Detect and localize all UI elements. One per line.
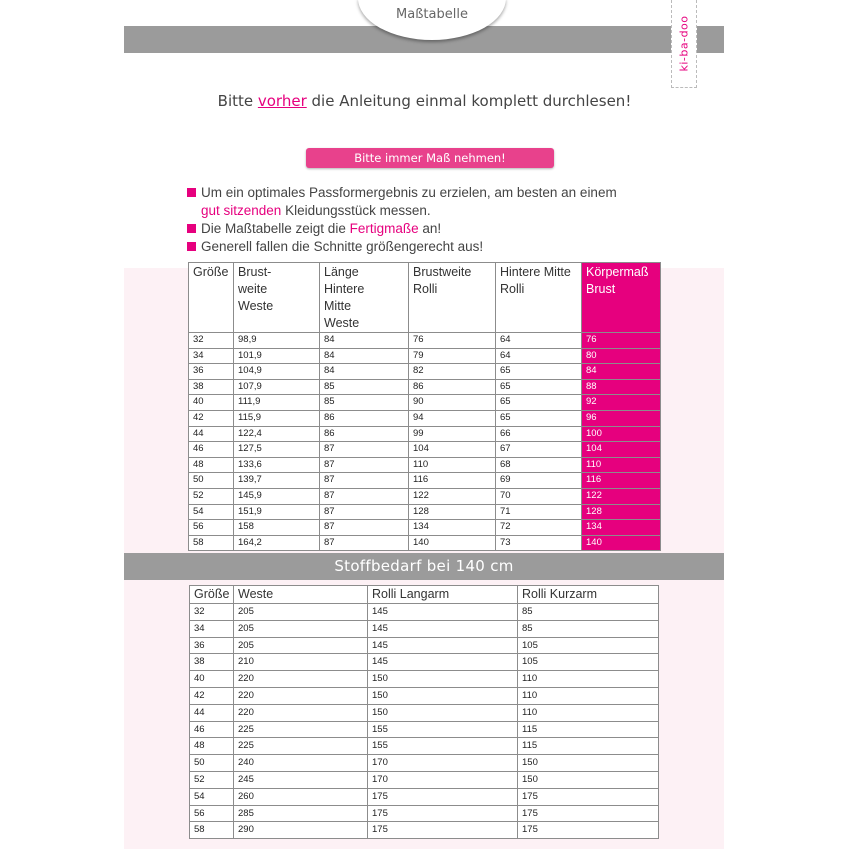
table-cell: 107,9 [234, 379, 320, 395]
table-cell: 175 [518, 788, 659, 805]
table-cell: 88 [582, 379, 661, 395]
table-cell: 84 [320, 364, 409, 380]
column-header: Hintere Mitte Rolli [496, 263, 582, 333]
table-cell: 155 [368, 721, 518, 738]
table-cell: 36 [189, 364, 234, 380]
table-cell: 205 [234, 637, 368, 654]
table-cell: 116 [582, 473, 661, 489]
column-header: Brust- weite Weste [234, 263, 320, 333]
table-cell: 220 [234, 671, 368, 688]
intro-before: Bitte [217, 92, 258, 110]
table-cell: 54 [190, 788, 234, 805]
table-cell: 65 [496, 395, 582, 411]
table-cell: 122,4 [234, 426, 320, 442]
table-row [189, 504, 661, 520]
table-cell: 145 [368, 620, 518, 637]
table-row [189, 473, 661, 489]
table-cell: 175 [518, 822, 659, 839]
table-cell: 87 [320, 488, 409, 504]
table-cell: 175 [368, 805, 518, 822]
table-cell: 84 [582, 364, 661, 380]
fabric-table [189, 585, 659, 839]
table-cell: 54 [189, 504, 234, 520]
table-cell: 85 [320, 395, 409, 411]
bullet-square-icon [187, 224, 196, 233]
table-cell: 48 [189, 457, 234, 473]
table-cell: 164,2 [234, 535, 320, 551]
table-cell: 285 [234, 805, 368, 822]
table-row [190, 671, 659, 688]
bullet-item [187, 238, 627, 256]
fabric-requirement-title: Stoffbedarf bei 140 cm [124, 553, 724, 580]
table-cell: 85 [518, 620, 659, 637]
bullet-text: an! [418, 221, 442, 236]
table-cell: 65 [496, 364, 582, 380]
column-header: Rolli Langarm [368, 586, 518, 604]
bullet-list [187, 184, 627, 256]
table-row [190, 805, 659, 822]
table-cell: 127,5 [234, 442, 320, 458]
table-cell: 110 [582, 457, 661, 473]
brand-logo [671, 0, 697, 88]
table-cell: 40 [189, 395, 234, 411]
bullet-highlight: gut sitzenden [201, 203, 282, 218]
table-cell: 84 [320, 348, 409, 364]
table-cell: 110 [409, 457, 496, 473]
table-cell: 151,9 [234, 504, 320, 520]
table-cell: 87 [320, 520, 409, 536]
column-header: Größe [189, 263, 234, 333]
table-cell: 150 [368, 671, 518, 688]
intro-after: die Anleitung einmal komplett durchlesen! [306, 92, 632, 110]
table-cell: 38 [190, 654, 234, 671]
table-cell: 87 [320, 473, 409, 489]
table-cell: 85 [518, 604, 659, 621]
table-cell: 36 [190, 637, 234, 654]
table-row [189, 379, 661, 395]
table-cell: 105 [518, 654, 659, 671]
table-row [190, 687, 659, 704]
bullet-text: Um ein optimales Passformergebnis zu erzielen, am besten an einem [201, 185, 617, 200]
table-cell: 32 [189, 333, 234, 349]
table-cell: 140 [582, 535, 661, 551]
table-cell: 122 [409, 488, 496, 504]
table-row [189, 410, 661, 426]
table-cell: 170 [368, 771, 518, 788]
table-cell: 50 [190, 755, 234, 772]
table-cell: 34 [189, 348, 234, 364]
table-cell: 44 [189, 426, 234, 442]
table-cell: 122 [582, 488, 661, 504]
table-cell: 52 [189, 488, 234, 504]
table-cell: 82 [409, 364, 496, 380]
table-cell: 175 [518, 805, 659, 822]
table-row [190, 771, 659, 788]
table-cell: 87 [320, 535, 409, 551]
column-header: Länge Hintere Mitte Weste [320, 263, 409, 333]
table-cell: 52 [190, 771, 234, 788]
table-row [190, 654, 659, 671]
table-cell: 65 [496, 379, 582, 395]
column-header: Rolli Kurzarm [518, 586, 659, 604]
table-cell: 110 [518, 704, 659, 721]
table-cell: 64 [496, 348, 582, 364]
table-cell: 34 [190, 620, 234, 637]
table-cell: 79 [409, 348, 496, 364]
table-cell: 139,7 [234, 473, 320, 489]
table-cell: 101,9 [234, 348, 320, 364]
table-cell: 175 [368, 788, 518, 805]
table-cell: 111,9 [234, 395, 320, 411]
table-row [190, 620, 659, 637]
table-cell: 245 [234, 771, 368, 788]
table-cell: 175 [368, 822, 518, 839]
table-cell: 140 [409, 535, 496, 551]
table-cell: 133,6 [234, 457, 320, 473]
table-cell: 100 [582, 426, 661, 442]
table-cell: 87 [320, 504, 409, 520]
table-cell: 99 [409, 426, 496, 442]
page-title: Maßtabelle [396, 7, 468, 22]
table-cell: 115 [518, 738, 659, 755]
table-cell: 65 [496, 410, 582, 426]
table-cell: 70 [496, 488, 582, 504]
table-cell: 66 [496, 426, 582, 442]
table-cell: 150 [518, 755, 659, 772]
fabric-table-header [190, 586, 659, 604]
table-cell: 104 [409, 442, 496, 458]
table-cell: 110 [518, 671, 659, 688]
table-cell: 145,9 [234, 488, 320, 504]
table-cell: 220 [234, 687, 368, 704]
table-row [190, 604, 659, 621]
table-row [190, 704, 659, 721]
table-cell: 150 [368, 687, 518, 704]
table-row [189, 364, 661, 380]
table-cell: 105 [518, 637, 659, 654]
size-table [188, 262, 661, 551]
table-cell: 86 [409, 379, 496, 395]
bullet-square-icon [187, 188, 196, 197]
table-cell: 150 [368, 704, 518, 721]
table-cell: 115,9 [234, 410, 320, 426]
table-cell: 72 [496, 520, 582, 536]
table-cell: 170 [368, 755, 518, 772]
table-cell: 38 [189, 379, 234, 395]
table-cell: 145 [368, 637, 518, 654]
table-cell: 158 [234, 520, 320, 536]
table-cell: 86 [320, 426, 409, 442]
bullet-text: Die Maßtabelle zeigt die [201, 221, 350, 236]
table-cell: 115 [518, 721, 659, 738]
table-cell: 69 [496, 473, 582, 489]
table-row [189, 488, 661, 504]
table-cell: 104,9 [234, 364, 320, 380]
intro-highlight: vorher [257, 92, 307, 110]
intro-text [0, 92, 849, 110]
bullet-highlight: Fertigmaße [349, 221, 419, 236]
table-cell: 46 [190, 721, 234, 738]
table-cell: 205 [234, 620, 368, 637]
table-cell: 128 [409, 504, 496, 520]
table-cell: 96 [582, 410, 661, 426]
table-cell: 58 [190, 822, 234, 839]
column-header: Weste [234, 586, 368, 604]
table-cell: 64 [496, 333, 582, 349]
table-row [190, 721, 659, 738]
table-row [189, 348, 661, 364]
table-row [189, 395, 661, 411]
table-cell: 71 [496, 504, 582, 520]
brand-logo-text: ki-ba-doo [677, 15, 691, 72]
table-cell: 76 [409, 333, 496, 349]
bullet-item [187, 184, 627, 220]
table-cell: 44 [190, 704, 234, 721]
table-cell: 50 [189, 473, 234, 489]
table-row [189, 535, 661, 551]
table-row [190, 755, 659, 772]
table-cell: 220 [234, 704, 368, 721]
table-cell: 205 [234, 604, 368, 621]
table-cell: 94 [409, 410, 496, 426]
table-row [190, 637, 659, 654]
table-cell: 42 [189, 410, 234, 426]
table-cell: 92 [582, 395, 661, 411]
table-cell: 150 [518, 771, 659, 788]
table-cell: 155 [368, 738, 518, 755]
table-cell: 240 [234, 755, 368, 772]
size-table-header [189, 263, 661, 333]
table-cell: 86 [320, 410, 409, 426]
table-cell: 87 [320, 457, 409, 473]
table-cell: 134 [409, 520, 496, 536]
bullet-text: Kleidungsstück messen. [281, 203, 431, 218]
table-cell: 225 [234, 738, 368, 755]
bullet-text: Generell fallen die Schnitte größengerecht aus! [201, 239, 484, 254]
table-row [189, 520, 661, 536]
table-cell: 32 [190, 604, 234, 621]
table-cell: 46 [189, 442, 234, 458]
table-row [189, 426, 661, 442]
table-row [190, 788, 659, 805]
table-cell: 145 [368, 604, 518, 621]
table-cell: 128 [582, 504, 661, 520]
table-row [190, 738, 659, 755]
table-cell: 210 [234, 654, 368, 671]
table-cell: 87 [320, 442, 409, 458]
table-cell: 48 [190, 738, 234, 755]
table-cell: 290 [234, 822, 368, 839]
column-header: Körpermaß Brust [582, 263, 661, 333]
table-cell: 56 [189, 520, 234, 536]
table-cell: 42 [190, 687, 234, 704]
table-cell: 260 [234, 788, 368, 805]
table-cell: 225 [234, 721, 368, 738]
table-row [189, 442, 661, 458]
column-header: Brustweite Rolli [409, 263, 496, 333]
table-cell: 90 [409, 395, 496, 411]
column-header: Größe [190, 586, 234, 604]
bullet-square-icon [187, 242, 196, 251]
table-cell: 40 [190, 671, 234, 688]
measure-notice-button[interactable]: Bitte immer Maß nehmen! [306, 148, 554, 168]
table-cell: 84 [320, 333, 409, 349]
table-row [189, 457, 661, 473]
table-row [190, 822, 659, 839]
table-cell: 116 [409, 473, 496, 489]
bullet-item [187, 220, 627, 238]
table-cell: 110 [518, 687, 659, 704]
table-cell: 134 [582, 520, 661, 536]
table-cell: 104 [582, 442, 661, 458]
table-cell: 80 [582, 348, 661, 364]
table-row [189, 333, 661, 349]
table-cell: 73 [496, 535, 582, 551]
table-cell: 85 [320, 379, 409, 395]
table-cell: 68 [496, 457, 582, 473]
table-cell: 98,9 [234, 333, 320, 349]
table-cell: 58 [189, 535, 234, 551]
table-cell: 67 [496, 442, 582, 458]
table-cell: 76 [582, 333, 661, 349]
table-cell: 56 [190, 805, 234, 822]
table-cell: 145 [368, 654, 518, 671]
